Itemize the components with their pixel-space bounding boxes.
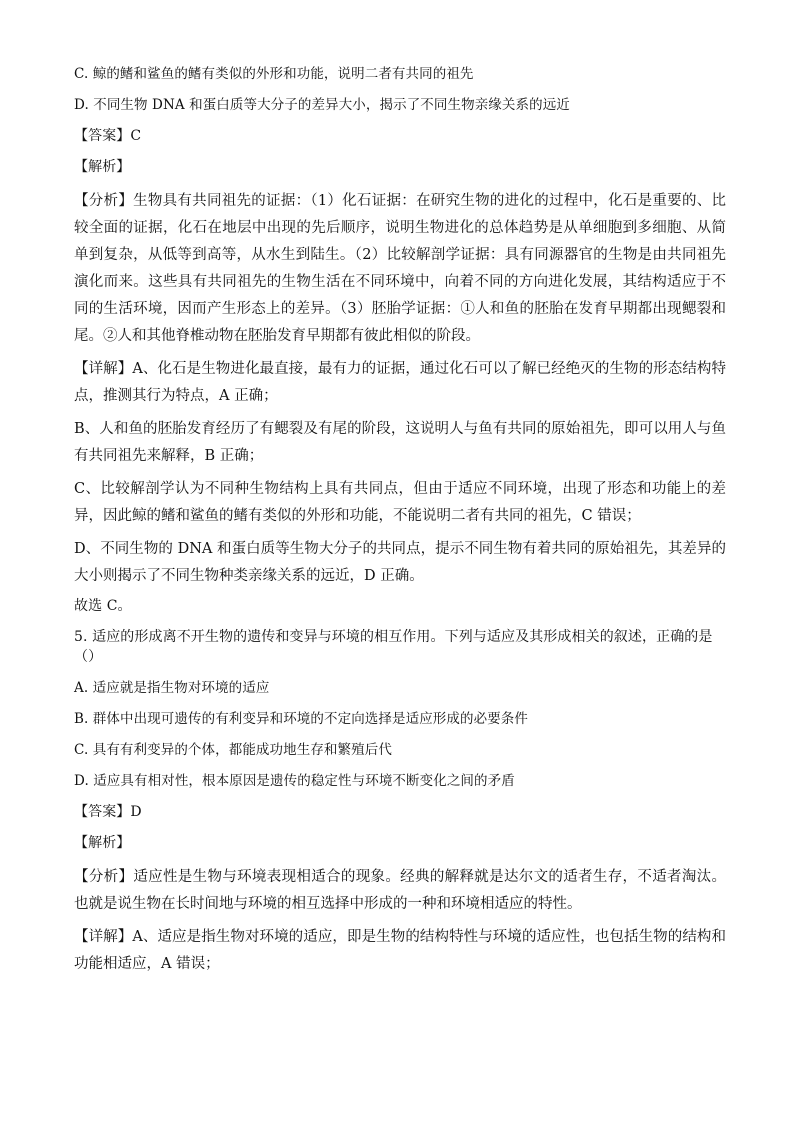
q4-conclusion: 故选 C。 bbox=[74, 598, 132, 614]
fenxi-tag: 【分析】 bbox=[74, 193, 134, 209]
fenxi-text: 适应性是生物与环境表现相适合的现象。经典的解释就是达尔文的适者生存，不适者淘汰。也就是说生物在长时间地与环境的相互选择中形成的一种和环境相适应的特性。 bbox=[74, 869, 727, 912]
document-content bbox=[74, 64, 726, 984]
fenxi-tag: 【分析】 bbox=[74, 869, 134, 885]
q4-xiangjie-d: D、不同生物的 DNA 和蛋白质等生物大分子的共同点，提示不同生物有着共同的原始祖先，其差异的大小则揭示了不同生物种类亲缘关系的远近，D 正确。 bbox=[74, 541, 726, 584]
q5-stem: 5. 适应的形成离不开生物的遗传和变异与环境的相互作用。下列与适应及其形成相关的叙述，正确的是（） bbox=[74, 629, 713, 665]
q5-option-c: C. 具有有利变异的个体，都能成功地生存和繁殖后代 bbox=[74, 742, 392, 758]
q4-answer bbox=[74, 126, 726, 146]
q5-analysis-heading: 【解析】 bbox=[74, 835, 131, 851]
q5-option-a: A. 适应就是指生物对环境的适应 bbox=[74, 680, 270, 696]
q4-xiangjie-c: C、比较解剖学认为不同种生物结构上具有共同点，但由于适应不同环境，出现了形态和功能上的差异，因此鲸的鳍和鲨鱼的鳍有类似的外形和功能，不能说明二者有共同的祖先，C 错误； bbox=[74, 481, 726, 524]
q4-xiangjie-b: B、人和鱼的胚胎发育经历了有鳃裂及有尾的阶段，这说明人与鱼有共同的原始祖先，即可以用人与鱼有共同祖先来解释，B 正确； bbox=[74, 421, 726, 464]
q4-xiangjie-a bbox=[74, 356, 726, 410]
q4-option-c: D. 不同生物 DNA 和蛋白质等大分子的差异大小，揭示了不同生物亲缘关系的远近 bbox=[74, 97, 570, 113]
q5-answer bbox=[74, 802, 726, 822]
answer-value: C bbox=[130, 128, 142, 144]
xiangjie-tag: 【详解】 bbox=[74, 361, 133, 377]
q5-fenxi bbox=[74, 864, 726, 918]
q5-option-b: B. 群体中出现可遗传的有利变异和环境的不定向选择是适应形成的必要条件 bbox=[74, 711, 529, 727]
q4-option-b: C. 鲸的鳍和鲨鱼的鳍有类似的外形和功能，说明二者有共同的祖先 bbox=[74, 66, 474, 82]
q5-option-d: D. 适应具有相对性，根本原因是遗传的稳定性与环境不断变化之间的矛盾 bbox=[74, 773, 515, 789]
xiangjie-a-text: A、适应是指生物对环境的适应，即是生物的结构特性与环境的适应性，也包括生物的结构和功能相适应，A 错误； bbox=[74, 929, 727, 972]
xiangjie-a-text: A、化石是生物进化最直接，最有力的证据，通过化石可以了解已经绝灭的生物的形态结构特点，推测其行为特点，A 正确； bbox=[74, 361, 727, 404]
answer-tag: 【答案】 bbox=[74, 804, 131, 820]
q4-fenxi bbox=[74, 188, 726, 350]
q5-xiangjie-a bbox=[74, 924, 726, 978]
answer-value: D bbox=[130, 804, 142, 820]
xiangjie-tag: 【详解】 bbox=[74, 929, 133, 945]
fenxi-text: 生物具有共同祖先的证据：（1）化石证据：在研究生物的进化的过程中，化石是重要的、比较全面的证据，化石在地层中出现的先后顺序，说明生物进化的总体趋势是从单细胞到多细胞、从简单到复杂，从低等到高等，从水生到陆生。（2）比较解剖学证据：具有同源器官的生物是由共同祖先演化而来。这些具有共同祖先的生物生活在不同环境中，向着不同的方向进化发展，其结构适应于不同的生活环境，因而产生形态上的差异。（3）胚胎学证据：①人和鱼的胚胎在发育早期都出现鳃裂和尾。②人和其他脊椎动物在胚胎发育早期都有彼此相似的阶段。 bbox=[74, 193, 726, 344]
q4-analysis-heading: 【解析】 bbox=[74, 159, 131, 175]
answer-tag: 【答案】 bbox=[74, 128, 131, 144]
